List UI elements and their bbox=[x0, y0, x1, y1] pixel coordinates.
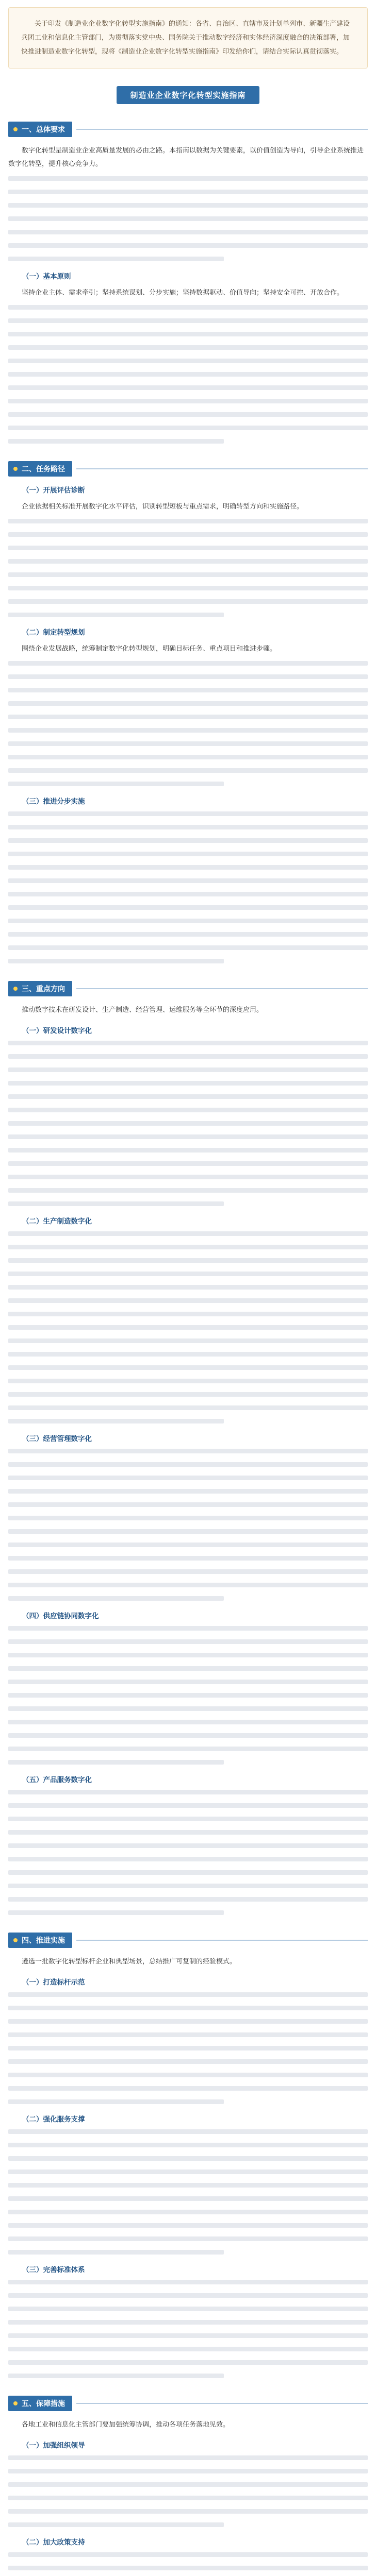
paragraph: 企业依据相关标准开展数字化水平评估，识别转型短板与重点需求，明确转型方向和实施路径。 bbox=[22, 503, 304, 511]
text-block bbox=[8, 811, 368, 963]
subheading: （二）强化服务支撑 bbox=[22, 2115, 85, 2124]
bullet-icon bbox=[13, 2401, 18, 2405]
intro-text: 关于印发《制造业企业数字化转型实施指南》的通知：各省、自治区、直辖市及计划单列市、新疆生产建设兵团工业和信息化主管部门，为贯彻落实党中央、国务院关于推动数字经济和实体经济深度融合的决策部署，加快推进制造业数字化转型，现将《制造业企业数字化转型实施指南》印发给你们，请结合实际认真贯彻落实。 bbox=[21, 20, 350, 56]
subheading: （一）开展评估诊断 bbox=[22, 486, 85, 495]
section-2 bbox=[8, 461, 368, 963]
subheading: （三）推进分步实施 bbox=[22, 798, 85, 806]
text-block bbox=[8, 519, 368, 617]
section-2-heading: 二、任务路径 bbox=[8, 461, 72, 477]
text-block bbox=[8, 2280, 368, 2378]
section-1-heading: 一、总体要求 bbox=[8, 122, 72, 137]
subheading: （一）基本原则 bbox=[22, 273, 71, 281]
text-block bbox=[8, 661, 368, 786]
text-block bbox=[8, 305, 368, 444]
text-block bbox=[8, 1992, 368, 2104]
paragraph: 遴选一批数字化转型标杆企业和典型场景，总结推广可复制的经验模式。 bbox=[22, 1958, 237, 1965]
paragraph: 数字化转型是制造业企业高质量发展的必由之路。本指南以数据为关键要素，以价值创造为导向，引导企业系统推进数字化转型，提升核心竞争力。 bbox=[8, 147, 364, 168]
text-block bbox=[8, 1790, 368, 1915]
bullet-icon bbox=[13, 467, 18, 471]
doc-title-bar bbox=[0, 86, 376, 104]
divider bbox=[76, 129, 368, 130]
section-3 bbox=[8, 981, 368, 1915]
divider bbox=[76, 468, 368, 469]
text-block bbox=[8, 1626, 368, 1765]
bullet-icon bbox=[13, 127, 18, 131]
subheading: （四）供应链协同数字化 bbox=[22, 1612, 99, 1620]
section-4 bbox=[8, 1933, 368, 2378]
subheading: （三）经营管理数字化 bbox=[22, 1435, 92, 1443]
section-4-heading: 四、推进实施 bbox=[8, 1933, 72, 1948]
divider bbox=[76, 2403, 368, 2404]
paragraph: 各地工业和信息化主管部门要加强统筹协调，推动各项任务落地见效。 bbox=[22, 2421, 230, 2429]
text-block bbox=[8, 2552, 368, 2576]
text-block bbox=[8, 2455, 368, 2527]
section-3-heading: 三、重点方向 bbox=[8, 981, 72, 996]
paragraph: 推动数字技术在研发设计、生产制造、经营管理、运维服务等全环节的深度应用。 bbox=[22, 1006, 264, 1014]
subheading: （一）加强组织领导 bbox=[22, 2442, 85, 2450]
text-block bbox=[8, 1231, 368, 1423]
section-5 bbox=[8, 2396, 368, 2576]
paragraph: 坚持企业主体、需求牵引；坚持系统谋划、分步实施；坚持数据驱动、价值导向；坚持安全可控、开放合作。 bbox=[22, 289, 344, 297]
subheading: （三）完善标准体系 bbox=[22, 2266, 85, 2274]
text-block bbox=[8, 2129, 368, 2255]
subheading: （一）研发设计数字化 bbox=[22, 1027, 92, 1035]
subheading: （二）加大政策支持 bbox=[22, 2538, 85, 2547]
subheading: （五）产品服务数字化 bbox=[22, 1776, 92, 1784]
text-block bbox=[8, 1041, 368, 1206]
bullet-icon bbox=[13, 1938, 18, 1942]
section-1 bbox=[8, 122, 368, 444]
doc-title: 制造业企业数字化转型实施指南 bbox=[117, 86, 259, 104]
intro-box bbox=[8, 7, 368, 69]
text-block bbox=[8, 1449, 368, 1601]
subheading: （二）生产制造数字化 bbox=[22, 1217, 92, 1226]
divider bbox=[76, 988, 368, 989]
bullet-icon bbox=[13, 987, 18, 991]
paragraph: 围绕企业发展战略，统筹制定数字化转型规划，明确目标任务、重点项目和推进步骤。 bbox=[22, 645, 277, 653]
divider bbox=[76, 1940, 368, 1941]
text-block bbox=[8, 176, 368, 261]
subheading: （二）制定转型规划 bbox=[22, 629, 85, 637]
section-5-heading: 五、保障措施 bbox=[8, 2396, 72, 2411]
subheading: （一）打造标杆示范 bbox=[22, 1978, 85, 1987]
